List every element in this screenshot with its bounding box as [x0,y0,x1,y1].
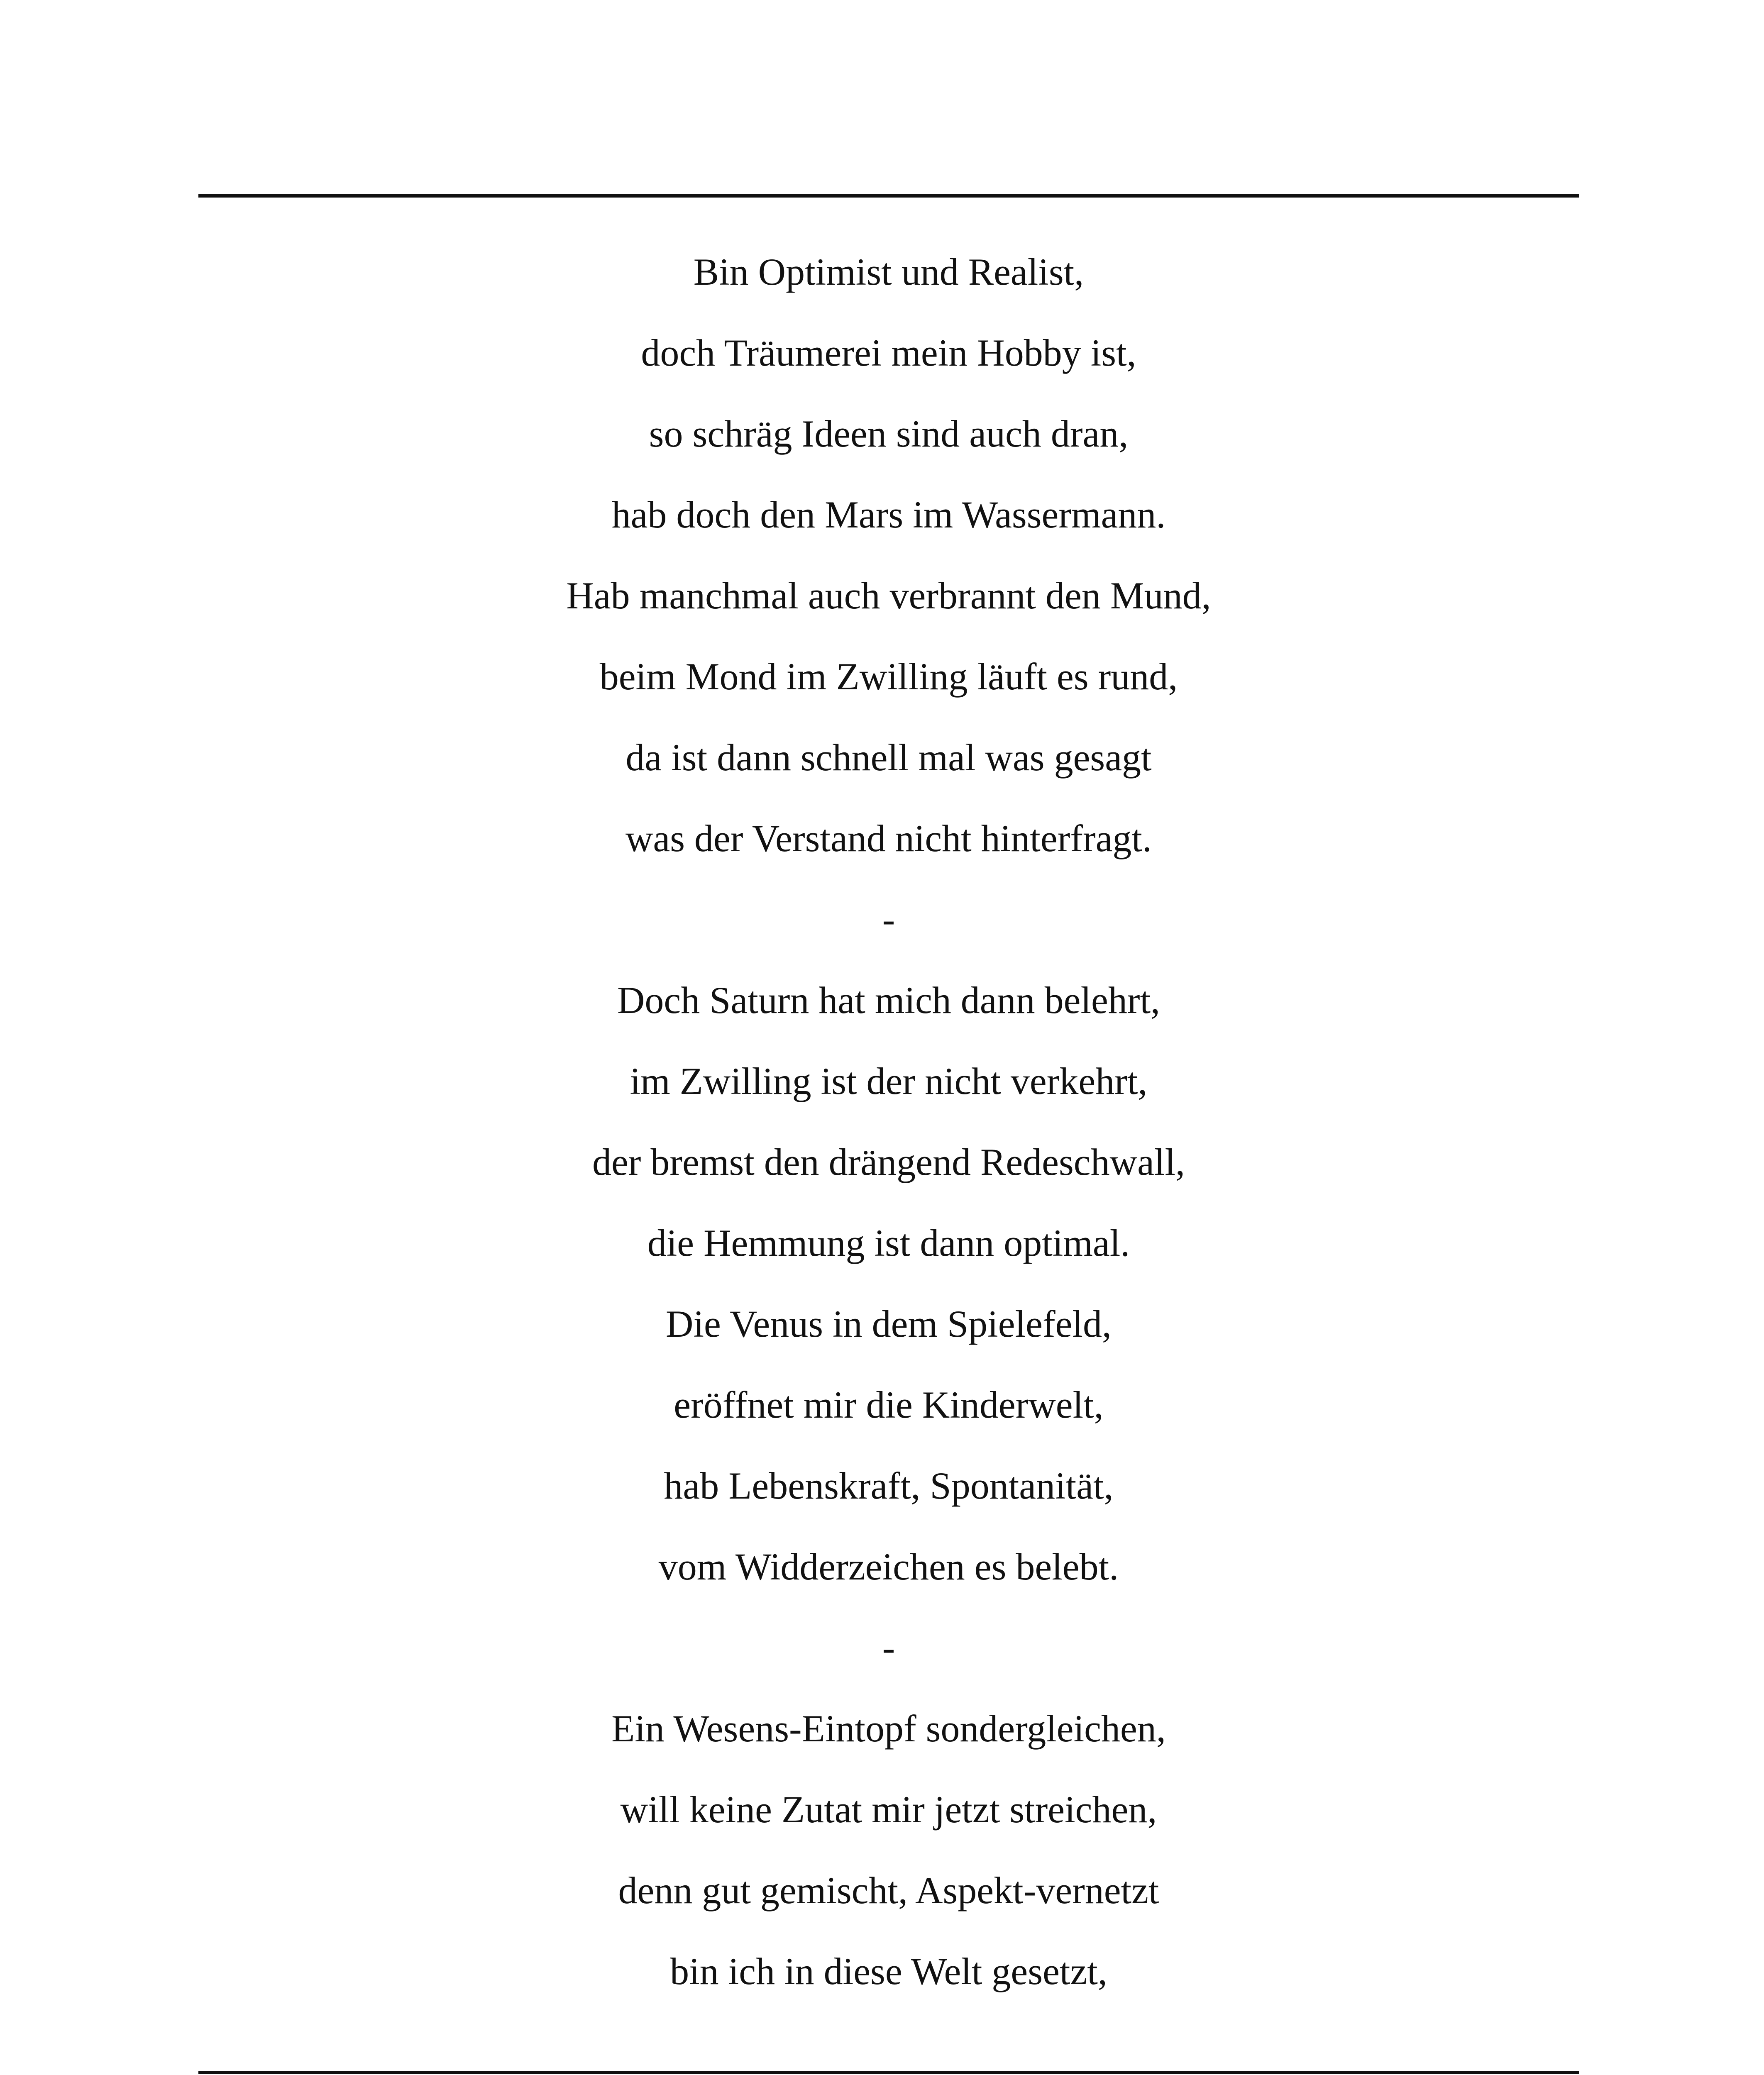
poem-line: hab doch den Mars im Wassermann. [611,493,1166,536]
poem-line: Bin Optimist und Realist, [693,251,1084,293]
poem-line: denn gut gemischt, Aspekt-vernetzt [618,1869,1159,1911]
poem-line: da ist dann schnell mal was gesagt [625,736,1152,779]
poem-line: Hab manchmal auch verbrannt den Mund, [566,574,1211,617]
poem-line: bin ich in diese Welt gesetzt, [670,1950,1107,1992]
poem-line: so schräg Ideen sind auch dran, [649,413,1129,455]
poem-line: die Hemmung ist dann optimal. [647,1222,1130,1264]
poem-line: vom Widderzeichen es belebt. [658,1545,1119,1588]
poem-line: der bremst den drängend Redeschwall, [592,1141,1185,1183]
header-rule [198,194,1579,198]
stanza-separator: - [882,1626,895,1669]
poem-line: will keine Zutat mir jetzt streichen, [620,1788,1157,1831]
poem-line: Die Venus in dem Spielefeld, [666,1303,1112,1345]
stanza-separator: - [882,898,895,940]
poem-line: doch Träumerei mein Hobby ist, [641,332,1136,374]
poem-line: was der Verstand nicht hinterfragt. [625,817,1152,859]
footer-rule [198,2071,1579,2074]
poem-line: Doch Saturn hat mich dann belehrt, [617,979,1161,1021]
poem-line: im Zwilling ist der nicht verkehrt, [630,1060,1148,1102]
poem-line: beim Mond im Zwilling läuft es rund, [599,655,1178,698]
poem-line: eröffnet mir die Kinderwelt, [674,1384,1104,1426]
poem-text [198,243,1579,2023]
poem-line: Ein Wesens-Eintopf sondergleichen, [611,1707,1166,1750]
poem-line: hab Lebenskraft, Spontanität, [664,1465,1114,1507]
